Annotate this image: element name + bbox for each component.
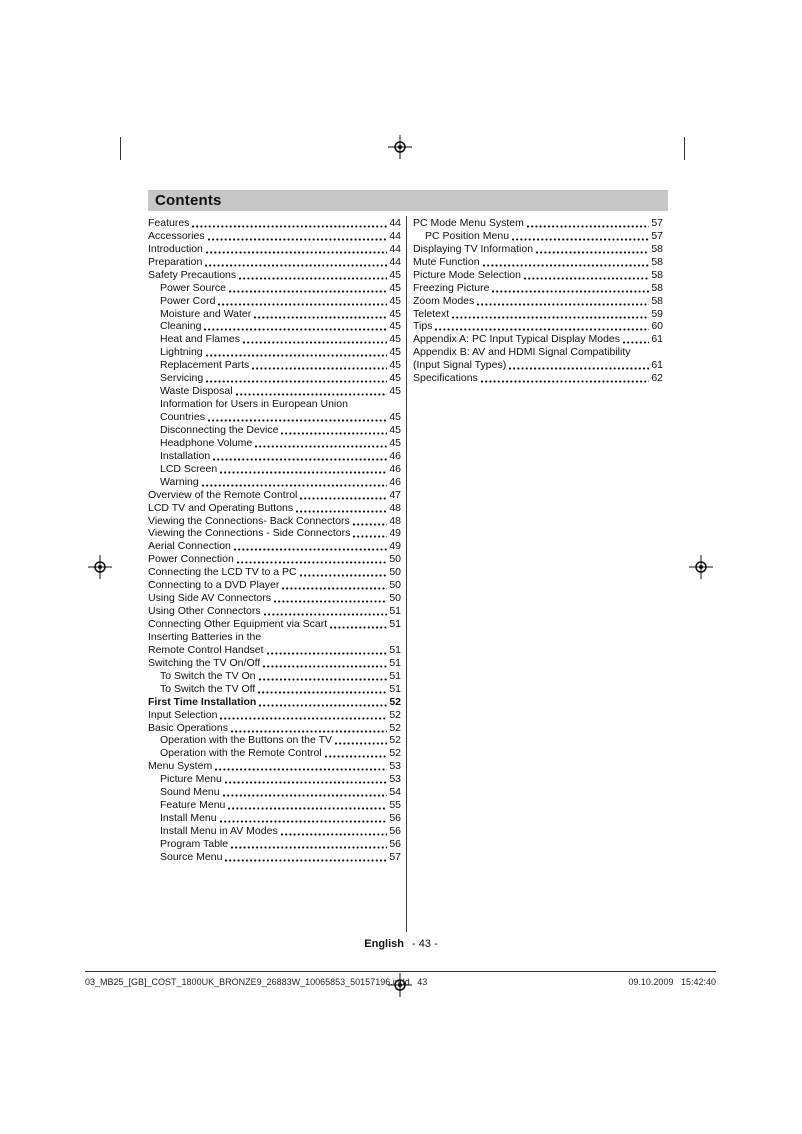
toc-entry-title: Operation with the Remote Control [160, 747, 322, 760]
dot-leader [264, 613, 388, 616]
dot-leader [536, 251, 649, 254]
toc-entry-title: To Switch the TV On [160, 669, 256, 682]
toc-entry [148, 295, 401, 308]
toc-entry [148, 243, 401, 256]
dot-leader [483, 264, 650, 267]
toc-entry [148, 592, 401, 605]
toc-entry [148, 437, 401, 450]
toc-entry [413, 346, 663, 359]
toc-entry-title: Install Menu in AV Modes [160, 825, 278, 838]
toc-entry [148, 722, 401, 735]
toc-entry-page: 57 [389, 850, 401, 863]
dot-leader [524, 277, 649, 280]
toc-entry-page: 58 [651, 268, 663, 281]
toc-entry-page: 51 [389, 669, 401, 682]
toc-entry-page: 44 [389, 242, 401, 255]
dot-leader [281, 432, 387, 435]
dot-leader [231, 730, 387, 733]
toc-entry-title: Servicing [160, 372, 204, 385]
toc-entry [148, 256, 401, 269]
toc-entry-title: Appendix B: AV and HDMI Signal Compatibility [413, 346, 631, 359]
toc-entry-title: Zoom Modes [413, 294, 475, 307]
toc-entry [148, 269, 401, 282]
toc-entry [148, 502, 401, 515]
dot-leader [252, 367, 387, 370]
toc-entry-title: Heat and Flames [160, 333, 240, 346]
toc-right-column [413, 217, 663, 385]
dot-leader [243, 341, 387, 344]
toc-entry-page: 45 [389, 411, 401, 424]
dot-leader [220, 471, 387, 474]
toc-entry-title: Waste Disposal [160, 385, 233, 398]
toc-entry-page: 55 [389, 799, 401, 812]
dot-leader [239, 277, 387, 280]
dot-leader [228, 807, 387, 810]
footer-language-label: English [364, 938, 405, 950]
toc-entry [148, 230, 401, 243]
toc-entry [148, 424, 401, 437]
dot-leader [267, 652, 388, 655]
toc-entry-page: 45 [389, 268, 401, 281]
dot-leader [236, 393, 388, 396]
toc-entry-title: Teletext [413, 307, 450, 320]
toc-entry-page: 45 [389, 436, 401, 449]
toc-entry [148, 786, 401, 799]
toc-entry [148, 515, 401, 528]
toc-entry [413, 256, 663, 269]
toc-entry-title: Picture Menu [160, 773, 222, 786]
toc-entry-page: 45 [389, 281, 401, 294]
toc-entry [413, 217, 663, 230]
toc-entry [413, 321, 663, 334]
dot-leader [205, 264, 387, 267]
toc-entry-page: 46 [389, 475, 401, 488]
toc-entry-page: 51 [389, 682, 401, 695]
toc-entry [148, 333, 401, 346]
toc-entry-page: 51 [389, 643, 401, 656]
dot-leader [258, 691, 387, 694]
toc-entry-page: 62 [651, 372, 663, 385]
toc-entry-title: Introduction [148, 242, 203, 255]
toc-entry [148, 657, 401, 670]
toc-entry [148, 463, 401, 476]
dot-leader [220, 717, 387, 720]
toc-entry-title: Preparation [148, 255, 203, 268]
toc-entry [148, 579, 401, 592]
toc-entry-title: Remote Control Handset [148, 643, 264, 656]
toc-entry [148, 760, 401, 773]
dot-leader [237, 561, 388, 564]
toc-entry-page: 59 [651, 307, 663, 320]
toc-entry-page: 61 [651, 359, 663, 372]
toc-entry [148, 321, 401, 334]
registration-mark-icon [88, 555, 112, 579]
toc-entry-page: 47 [389, 488, 401, 501]
toc-entry-page: 45 [389, 423, 401, 436]
toc-entry-title: Replacement Parts [160, 359, 250, 372]
toc-entry-page: 58 [651, 255, 663, 268]
toc-entry-title: Disconnecting the Device [160, 423, 279, 436]
dot-leader [435, 328, 649, 331]
dot-leader [259, 678, 388, 681]
toc-entry [148, 683, 401, 696]
toc-entry-title: Overview of the Remote Control [148, 488, 298, 501]
toc-entry [413, 282, 663, 295]
toc-entry [148, 489, 401, 502]
toc-entry-page: 50 [389, 592, 401, 605]
dot-leader [274, 600, 387, 603]
dot-leader [213, 458, 387, 461]
dot-leader [300, 497, 387, 500]
toc-entry [148, 282, 401, 295]
toc-entry [148, 476, 401, 489]
toc-entry [148, 618, 401, 631]
dot-leader [223, 794, 388, 797]
toc-entry-title: Inserting Batteries in the [148, 630, 262, 643]
toc-entry [413, 243, 663, 256]
toc-entry [413, 295, 663, 308]
toc-entry-page: 53 [389, 760, 401, 773]
toc-entry [148, 631, 401, 644]
toc-entry-title: Moisture and Water [160, 307, 252, 320]
toc-entry-page: 44 [389, 229, 401, 242]
dot-leader [281, 833, 388, 836]
toc-entry-page: 46 [389, 462, 401, 475]
toc-entry [148, 217, 401, 230]
toc-entry-page: 46 [389, 449, 401, 462]
dot-leader [477, 303, 649, 306]
slug-timestamp: 09.10.2009 15:42:40 [628, 977, 716, 987]
toc-left-column [148, 217, 401, 864]
toc-entry-page: 49 [389, 527, 401, 540]
dot-leader [206, 380, 387, 383]
dot-leader [234, 548, 387, 551]
dot-leader [206, 354, 388, 357]
crop-mark-icon [120, 137, 121, 160]
toc-entry-title: LCD Screen [160, 462, 218, 475]
toc-entry-page: 52 [389, 721, 401, 734]
toc-entry-title: Appendix A: PC Input Typical Display Modes [413, 333, 621, 346]
toc-entry-title: Program Table [160, 837, 229, 850]
toc-entry [148, 799, 401, 812]
toc-entry-title: Feature Menu [160, 799, 226, 812]
toc-entry-page: 50 [389, 553, 401, 566]
toc-entry-title: Mute Function [413, 255, 480, 268]
dot-leader [330, 626, 387, 629]
dot-leader [282, 587, 387, 590]
toc-entry [148, 670, 401, 683]
toc-entry-page: 45 [389, 294, 401, 307]
dot-leader [215, 768, 387, 771]
toc-entry [148, 747, 401, 760]
toc-entry-page: 61 [651, 333, 663, 346]
toc-entry-title: Warning [160, 475, 199, 488]
dot-leader [206, 251, 387, 254]
dot-leader [512, 238, 649, 241]
toc-entry-page: 50 [389, 566, 401, 579]
dot-leader [192, 225, 387, 228]
toc-entry-page: 51 [389, 618, 401, 631]
toc-entry-page: 48 [389, 501, 401, 514]
toc-entry-title: Information for Users in European Union [160, 398, 348, 411]
registration-mark-icon [689, 555, 713, 579]
toc-entry-title: Source Menu [160, 850, 223, 863]
registration-mark-icon [388, 135, 412, 159]
dot-leader [225, 859, 387, 862]
toc-entry-title: Viewing the Connections - Side Connectors [148, 527, 351, 540]
toc-entry-title: Lightning [160, 346, 203, 359]
toc-entry-title: Power Source [160, 281, 226, 294]
toc-entry-title: Aerial Connection [148, 540, 231, 553]
dot-leader [325, 755, 388, 758]
dot-leader [204, 328, 387, 331]
toc-entry-title: Features [148, 216, 190, 229]
toc-entry [148, 540, 401, 553]
toc-entry-title: Accessories [148, 229, 205, 242]
toc-entry-title: Cleaning [160, 320, 202, 333]
dot-leader [259, 704, 387, 707]
toc-entry-title: Sound Menu [160, 786, 220, 799]
toc-entry-page: 58 [651, 242, 663, 255]
toc-entry-title: Basic Operations [148, 721, 228, 734]
toc-entry [148, 605, 401, 618]
toc-entry [413, 269, 663, 282]
toc-entry [148, 308, 401, 321]
toc-entry-page: 52 [389, 708, 401, 721]
dot-leader [220, 820, 388, 823]
dot-leader [509, 367, 649, 370]
dot-leader [527, 225, 649, 228]
toc-entry-page: 58 [651, 281, 663, 294]
crop-mark-icon [684, 137, 685, 160]
toc-entry [148, 773, 401, 786]
toc-entry [148, 411, 401, 424]
footer-page-number: - 43 - [412, 938, 438, 950]
toc-entry-title: Connecting to a DVD Player [148, 579, 280, 592]
toc-entry [148, 359, 401, 372]
toc-entry-page: 45 [389, 372, 401, 385]
toc-entry-page: 57 [651, 229, 663, 242]
column-divider [406, 216, 407, 932]
toc-entry [413, 333, 663, 346]
toc-entry [148, 812, 401, 825]
toc-entry-title: Power Cord [160, 294, 216, 307]
toc-entry-page: 57 [651, 216, 663, 229]
toc-entry [148, 644, 401, 657]
toc-entry [413, 230, 663, 243]
toc-entry-page: 54 [389, 786, 401, 799]
toc-entry-title: (Input Signal Types) [413, 359, 507, 372]
toc-entry-page: 44 [389, 216, 401, 229]
toc-entry [148, 696, 401, 709]
dot-leader [218, 303, 387, 306]
toc-entry-title: Power Connection [148, 553, 234, 566]
toc-entry-page: 56 [389, 812, 401, 825]
toc-entry-title: LCD TV and Operating Buttons [148, 501, 294, 514]
toc-entry-page: 45 [389, 346, 401, 359]
toc-entry-title: Picture Mode Selection [413, 268, 521, 281]
page-title: Contents [155, 192, 222, 209]
toc-entry-page: 52 [389, 747, 401, 760]
page-footer [0, 938, 802, 950]
toc-entry-title: Tips [413, 320, 433, 333]
dot-leader [335, 742, 387, 745]
toc-entry-page: 52 [389, 695, 401, 708]
toc-entry-title: Headphone Volume [160, 436, 253, 449]
toc-entry-title: Freezing Picture [413, 281, 490, 294]
dot-leader [208, 419, 387, 422]
toc-entry-title: Operation with the Buttons on the TV [160, 734, 332, 747]
dot-leader [255, 445, 387, 448]
toc-entry-page: 60 [651, 320, 663, 333]
toc-entry [148, 346, 401, 359]
dot-leader [229, 290, 387, 293]
toc-entry-title: Specifications [413, 372, 478, 385]
toc-entry-page: 48 [389, 514, 401, 527]
slug-file-info: 03_MB25_[GB]_COST_1800UK_BRONZE9_26883W_10065853_50157196.indd 43 [85, 977, 428, 987]
dot-leader [202, 484, 388, 487]
toc-entry-title: To Switch the TV Off [160, 682, 256, 695]
toc-entry-page: 53 [389, 773, 401, 786]
dot-leader [492, 290, 649, 293]
toc-entry-page: 51 [389, 605, 401, 618]
toc-entry-title: Menu System [148, 760, 213, 773]
toc-entry-page: 50 [389, 579, 401, 592]
toc-entry-page: 45 [389, 320, 401, 333]
dot-leader [481, 380, 650, 383]
dot-leader [353, 535, 387, 538]
toc-entry-page: 44 [389, 255, 401, 268]
dot-leader [623, 341, 649, 344]
toc-entry-page: 52 [389, 734, 401, 747]
toc-entry-page: 45 [389, 307, 401, 320]
toc-entry-page: 45 [389, 385, 401, 398]
dot-leader [225, 781, 387, 784]
toc-entry [148, 735, 401, 748]
dot-leader [208, 238, 388, 241]
toc-entry-page: 56 [389, 837, 401, 850]
toc-entry [413, 372, 663, 385]
toc-entry-page: 45 [389, 333, 401, 346]
toc-entry-title: PC Mode Menu System [413, 216, 524, 229]
toc-entry [148, 385, 401, 398]
dot-leader [254, 316, 387, 319]
toc-entry-title: Displaying TV Information [413, 242, 534, 255]
toc-entry-title: Installation [160, 449, 211, 462]
slug-divider [85, 971, 716, 972]
toc-entry-title: Install Menu [160, 812, 217, 825]
toc-entry-title: Viewing the Connections- Back Connectors [148, 514, 350, 527]
toc-entry [148, 709, 401, 722]
toc-entry [148, 553, 401, 566]
toc-entry-page: 58 [651, 294, 663, 307]
toc-entry [148, 372, 401, 385]
dot-leader [263, 665, 387, 668]
toc-entry-page: 45 [389, 359, 401, 372]
toc-entry-page: 49 [389, 540, 401, 553]
dot-leader [353, 523, 388, 526]
toc-entry-page: 51 [389, 656, 401, 669]
toc-entry [148, 851, 401, 864]
toc-entry-page: 56 [389, 825, 401, 838]
toc-entry [148, 398, 401, 411]
toc-entry-title: PC Position Menu [425, 229, 510, 242]
toc-entry [148, 838, 401, 851]
dot-leader [231, 846, 387, 849]
toc-entry [148, 528, 401, 541]
toc-entry-title: Switching the TV On/Off [148, 656, 261, 669]
toc-entry [148, 825, 401, 838]
toc-entry-title: Connecting the LCD TV to a PC [148, 566, 297, 579]
toc-entry-title: Connecting Other Equipment via Scart [148, 618, 328, 631]
contents-header-bar [148, 190, 668, 211]
toc-entry [413, 308, 663, 321]
toc-entry [148, 450, 401, 463]
toc-entry-title: Input Selection [148, 708, 218, 721]
toc-entry-title: First Time Installation [148, 695, 257, 708]
toc-entry [148, 566, 401, 579]
toc-entry-title: Countries [160, 411, 205, 424]
toc-entry [413, 359, 663, 372]
print-slug [85, 977, 716, 987]
dot-leader [300, 574, 388, 577]
toc-entry-title: Safety Precautions [148, 268, 237, 281]
dot-leader [452, 316, 649, 319]
toc-entry-title: Using Side AV Connectors [148, 592, 271, 605]
dot-leader [296, 510, 387, 513]
toc-entry-title: Using Other Connectors [148, 605, 261, 618]
